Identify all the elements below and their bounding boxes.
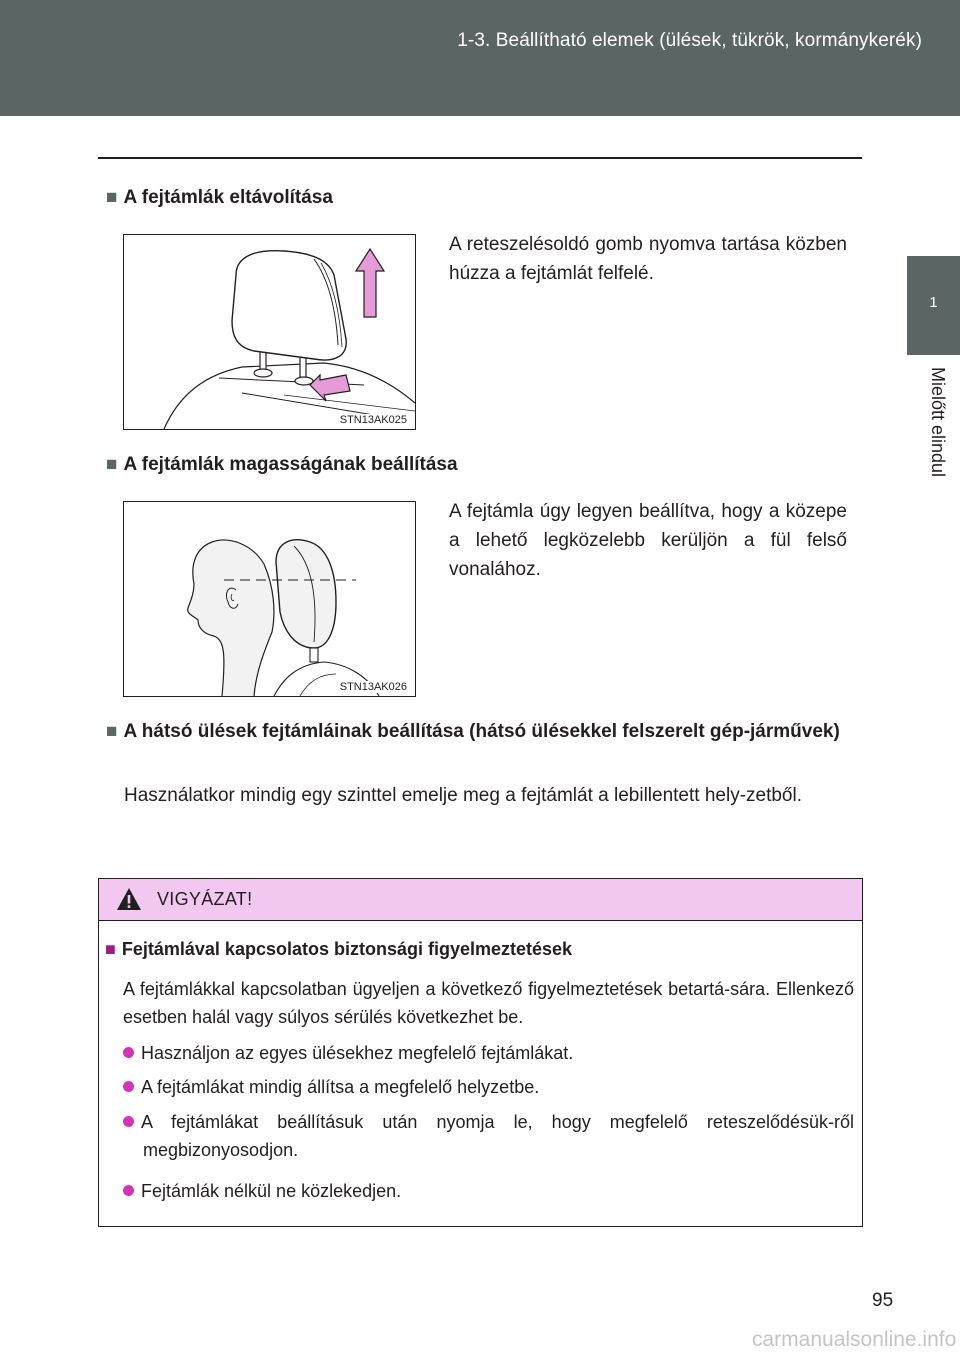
figure-code: STN13AK025 <box>339 414 407 426</box>
warning-intro: A fejtámlákkal kapcsolatban ügyeljen a következő figyelmeztetések betartá-sára. Ellenkező esetben halál vagy súlyos sérülés következhet be. <box>123 979 854 1027</box>
chapter-tab <box>907 256 960 355</box>
warning-bullet <box>123 1039 854 1067</box>
chapter-label: Mielőtt elindul <box>928 367 948 478</box>
header-band <box>0 0 960 116</box>
bullet-text: A fejtámlákat beállításuk után nyomja le, hogy megfelelő reteszelődésük-ről megbizonyosodjon. <box>141 1112 854 1160</box>
bullet-text: A fejtámlákat mindig állítsa a megfelelő helyzetbe. <box>141 1077 540 1097</box>
section-marker: ■ <box>106 721 118 742</box>
bullet-text: Fejtámlák nélkül ne közlekedjen. <box>141 1181 402 1201</box>
section-heading-height <box>106 450 458 479</box>
section-marker: ■ <box>105 939 116 959</box>
section-marker: ■ <box>106 454 118 475</box>
warning-bullet <box>123 1177 854 1205</box>
page-number: 95 <box>872 1290 894 1311</box>
headrest-height-figure <box>123 501 416 697</box>
warning-title-text: Fejtámlával kapcsolatos biztonsági figyelmeztetések <box>121 939 573 959</box>
warning-triangle-icon <box>116 887 142 916</box>
section-heading-rear-seats <box>106 717 871 746</box>
bullet-dot <box>123 1185 134 1196</box>
removal-caption: A reteszelésoldó gomb nyomva tartása közben húzza a fejtámlát felfelé. <box>449 234 847 284</box>
headrest-removal-figure <box>123 234 416 430</box>
watermark: carmanualsonline.info <box>752 1328 957 1351</box>
header-title: 1-3. Beállítható elemek (ülések, tükrök, kormánykerék) <box>457 30 922 51</box>
bullet-dot <box>123 1047 134 1058</box>
section-title: A hátsó ülések fejtámláinak beállítása (hátsó ülésekkel felszerelt gép-járművek) <box>123 721 840 742</box>
section-title: A fejtámlák eltávolítása <box>123 187 333 208</box>
headrest-removal-illustration <box>124 235 415 429</box>
warning-box <box>98 878 863 1227</box>
warning-header <box>99 879 862 921</box>
warning-bullet <box>123 1073 854 1101</box>
warning-bullet <box>123 1108 854 1164</box>
section-title: A fejtámlák magasságának beállítása <box>123 454 458 475</box>
height-caption: A fejtámla úgy legyen beállítva, hogy a közepe a lehető legközelebb kerüljön a fül felső vonalához. <box>449 501 847 580</box>
head-and-headrest-illustration <box>124 502 415 696</box>
section-marker: ■ <box>106 187 118 208</box>
figure-code: STN13AK026 <box>339 681 407 693</box>
warning-label: VIGYÁZAT! <box>157 889 253 909</box>
chapter-number: 1 <box>929 294 938 311</box>
bullet-dot <box>123 1116 134 1127</box>
rear-seats-body: Használatkor mindig egy szinttel emelje meg a fejtámlát a lebillentett hely-zetből. <box>124 785 802 806</box>
section-heading-removal <box>106 183 333 212</box>
bullet-text: Használjon az egyes ülésekhez megfelelő fejtámlákat. <box>141 1043 574 1063</box>
top-divider <box>98 157 862 159</box>
warning-title <box>105 935 572 963</box>
bullet-dot <box>123 1081 134 1092</box>
